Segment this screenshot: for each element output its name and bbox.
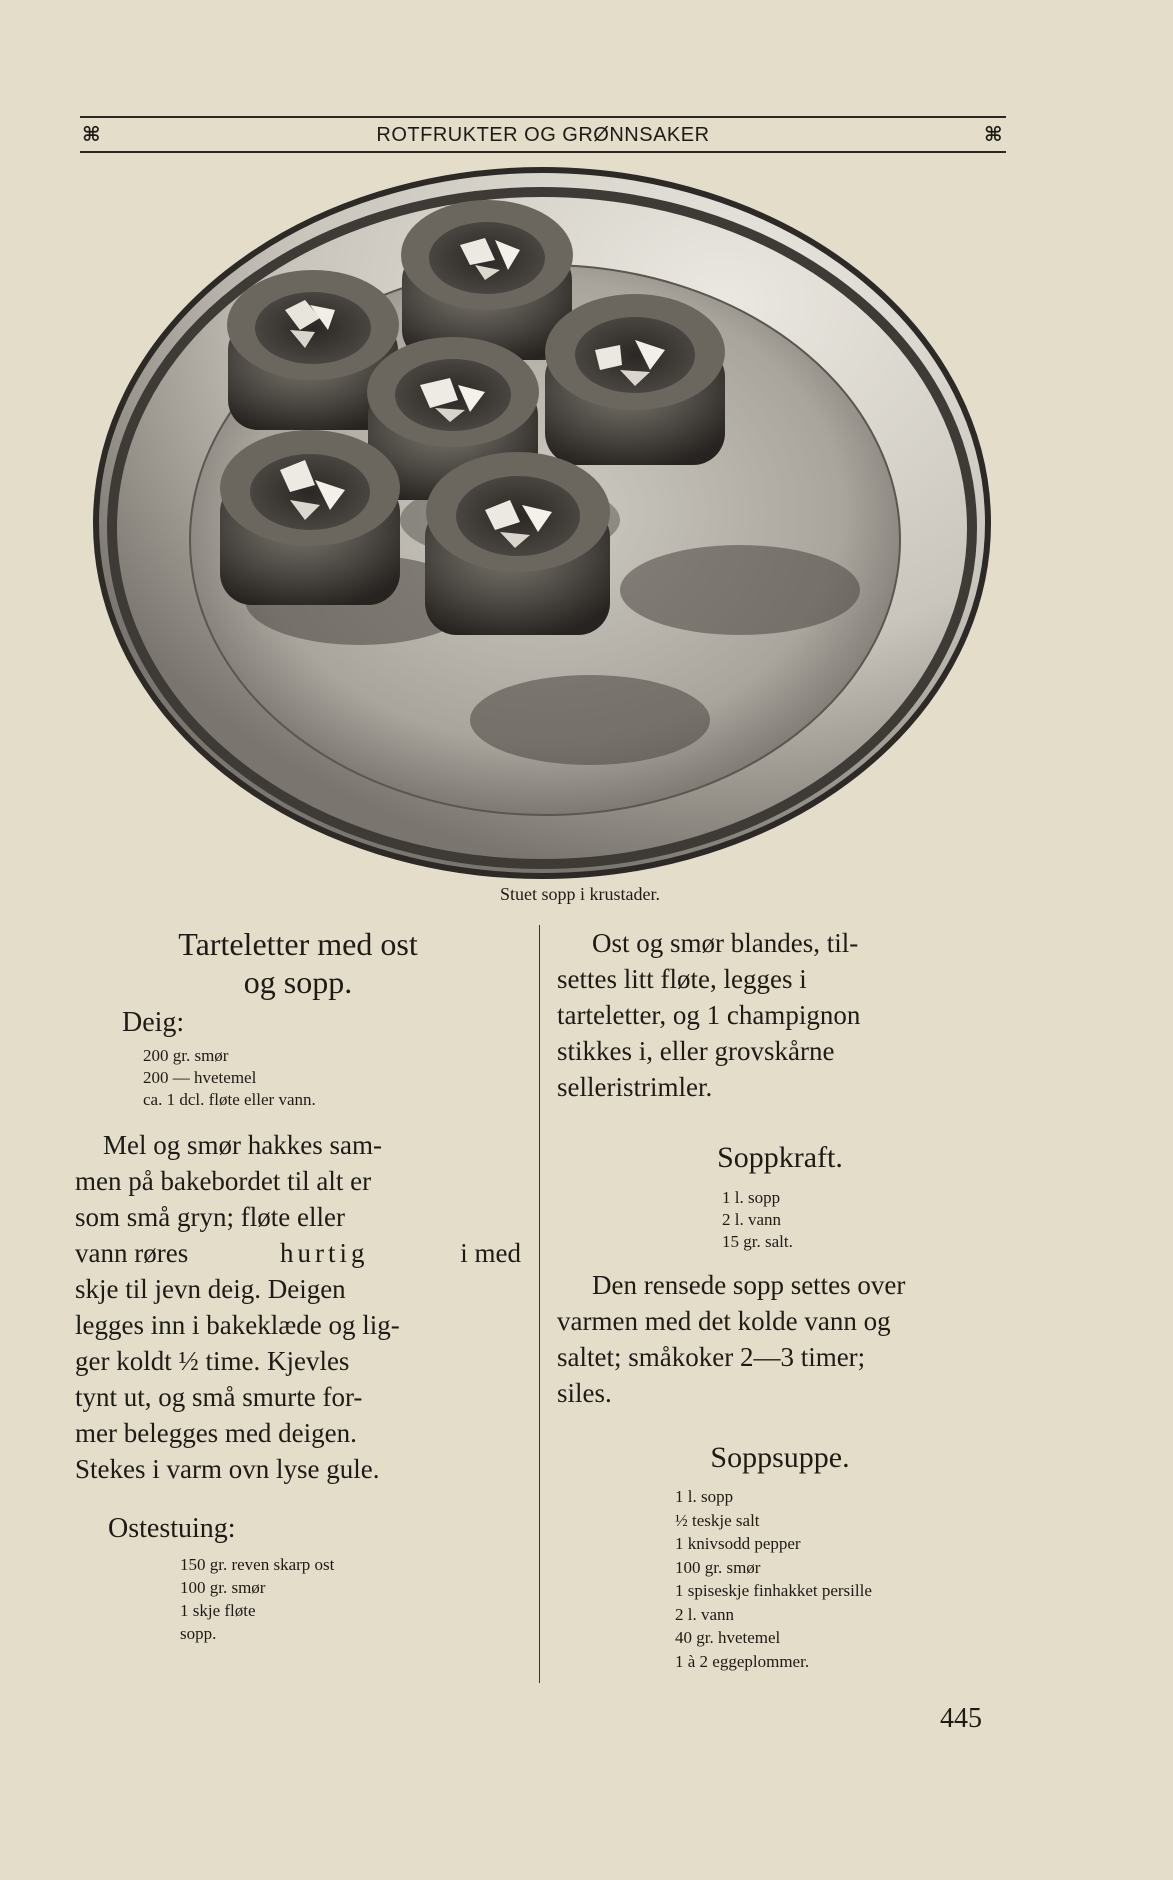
body-line: Den rensede sopp settes over xyxy=(592,1270,906,1300)
ostestuing-ingredients xyxy=(180,1553,521,1645)
body-line: tarteletter, og 1 champignon xyxy=(557,1000,861,1030)
soppsuppe-ingredient: 1 à 2 eggeplommer. xyxy=(675,1651,810,1671)
right-column xyxy=(557,925,1003,1673)
soppkraft-ingredients xyxy=(722,1187,1003,1253)
body-line: Ost og smør blandes, til- xyxy=(592,928,859,958)
photo-caption: Stuet sopp i krustader. xyxy=(500,884,660,904)
recipe-title-tarteletter xyxy=(75,925,521,1001)
body-line: som små gryn; fløte eller xyxy=(75,1202,345,1232)
body-line: saltet; småkoker 2—3 timer; xyxy=(557,1342,866,1372)
tarteletter-instructions xyxy=(557,925,1003,1105)
emphasized-word: hurtig xyxy=(279,1238,369,1268)
header-rule-top xyxy=(80,116,1006,118)
body-line: mer belegges med deigen. xyxy=(75,1418,357,1448)
body-line: settes litt fløte, legges i xyxy=(557,964,807,994)
body-line xyxy=(75,1235,521,1271)
soppsuppe-ingredient: ½ teskje salt xyxy=(675,1510,760,1530)
body-line: legges inn i bakeklæde og lig- xyxy=(75,1310,400,1340)
soppsuppe-ingredient: 2 l. vann xyxy=(675,1604,735,1624)
recipe-title-soppkraft: Soppkraft. xyxy=(717,1141,843,1174)
header-ornament-right-icon: ⌘ xyxy=(984,122,1003,146)
body-line: Mel og smør hakkes sam- xyxy=(103,1130,382,1160)
ostestuing-ingredient: 1 skje fløte xyxy=(180,1601,256,1620)
body-line: selleristrimler. xyxy=(557,1072,713,1102)
ostestuing-ingredient: 100 gr. smør xyxy=(180,1578,266,1597)
deig-ingredients xyxy=(143,1045,521,1111)
body-line: tynt ut, og små smurte for- xyxy=(75,1382,363,1412)
deig-instructions xyxy=(75,1127,521,1487)
soppsuppe-ingredient: 100 gr. smør xyxy=(675,1557,761,1577)
body-line: men på bakebordet til alt er xyxy=(75,1166,372,1196)
body-line: ger koldt ½ time. Kjevles xyxy=(75,1346,350,1376)
soppsuppe-ingredient: 1 spiseskje finhakket persille xyxy=(675,1581,872,1600)
body-line: varmen med det kolde vann og xyxy=(557,1306,891,1336)
soppsuppe-ingredient: 40 gr. hvetemel xyxy=(675,1628,781,1647)
body-line: skje til jevn deig. Deigen xyxy=(75,1274,346,1304)
soppkraft-ingredient: 2 l. vann xyxy=(722,1210,782,1229)
deig-heading: Deig: xyxy=(122,1007,185,1038)
running-header-title: ROTFRUKTER OG GRØNNSAKER xyxy=(376,124,710,146)
recipe-title-soppsuppe: Soppsuppe. xyxy=(710,1441,850,1474)
body-line: stikkes i, eller grovskårne xyxy=(557,1036,835,1066)
soppkraft-ingredient: 15 gr. salt. xyxy=(722,1232,793,1251)
soppkraft-ingredient: 1 l. sopp xyxy=(722,1188,781,1207)
body-line-part: vann røres xyxy=(75,1238,189,1268)
soppsuppe-ingredient: 1 knivsodd pepper xyxy=(675,1534,801,1553)
ostestuing-ingredient: 150 gr. reven skarp ost xyxy=(180,1555,335,1574)
header-ornament-left-icon: ⌘ xyxy=(82,122,101,146)
deig-ingredient: 200 gr. smør xyxy=(143,1046,229,1065)
soppsuppe-ingredients xyxy=(675,1485,1003,1673)
recipe-title-line-2: og sopp. xyxy=(243,964,353,1000)
ostestuing-ingredient: sopp. xyxy=(180,1624,217,1643)
left-column xyxy=(75,925,521,1645)
soppkraft-instructions xyxy=(557,1267,1003,1411)
recipe-title-line-1: Tarteletter med ost xyxy=(178,926,418,962)
body-line-part: i med xyxy=(460,1238,521,1268)
photo-mushroom-vol-au-vents xyxy=(90,160,995,880)
soppsuppe-ingredient: 1 l. sopp xyxy=(675,1487,734,1506)
deig-ingredient: ca. 1 dcl. fløte eller vann. xyxy=(143,1090,316,1109)
header-rule-bottom xyxy=(80,151,1006,153)
body-line: siles. xyxy=(557,1378,612,1408)
column-divider xyxy=(539,925,540,1683)
deig-ingredient: 200 — hvetemel xyxy=(143,1068,257,1087)
page-number: 445 xyxy=(940,1703,982,1734)
body-line: Stekes i varm ovn lyse gule. xyxy=(75,1454,380,1484)
ostestuing-heading: Ostestuing: xyxy=(108,1513,236,1544)
